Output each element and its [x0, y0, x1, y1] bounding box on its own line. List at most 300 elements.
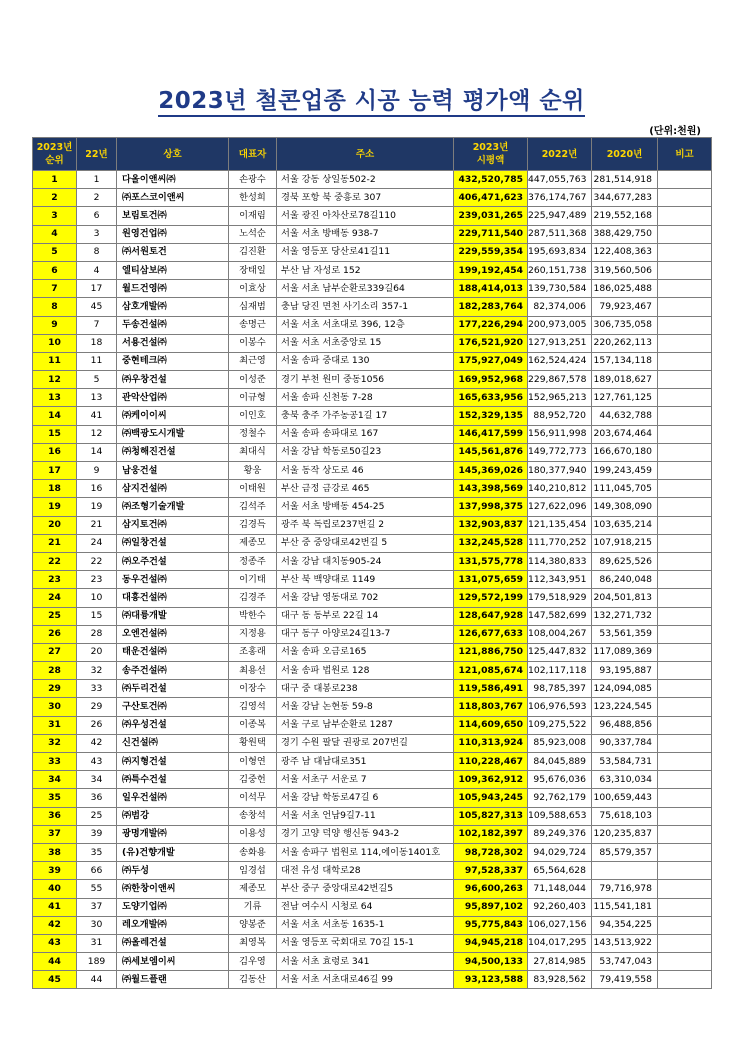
table-row: [33, 171, 712, 189]
cell-note: [658, 753, 712, 771]
table-row: [33, 753, 712, 771]
cell-address: 부산 중 중앙대로42번길 5: [277, 534, 454, 552]
table-row: [33, 625, 712, 643]
cell-2022: 127,913,251: [528, 334, 592, 352]
cell-rank: 9: [33, 316, 77, 334]
cell-prev-rank: 26: [77, 716, 117, 734]
header-2022: 2022년: [528, 138, 592, 171]
cell-2022: 111,770,252: [528, 534, 592, 552]
cell-company: 대흥건설㈜: [117, 589, 229, 607]
cell-ceo: 제종모: [229, 534, 277, 552]
cell-address: 서울 송파 법원로 128: [277, 662, 454, 680]
cell-rank: 25: [33, 607, 77, 625]
cell-2023: 131,075,659: [454, 571, 528, 589]
cell-company: ㈜일창건설: [117, 534, 229, 552]
cell-2020: 117,089,369: [592, 643, 658, 661]
cell-company: 태운건설㈜: [117, 643, 229, 661]
table-row: [33, 898, 712, 916]
cell-2023: 118,803,767: [454, 698, 528, 716]
cell-2020: 319,560,506: [592, 261, 658, 279]
cell-note: [658, 698, 712, 716]
cell-2023: 128,647,928: [454, 607, 528, 625]
cell-2022: 27,814,985: [528, 953, 592, 971]
cell-2020: 103,635,214: [592, 516, 658, 534]
cell-ceo: 송명근: [229, 316, 277, 334]
cell-2022: 112,343,951: [528, 571, 592, 589]
cell-prev-rank: 28: [77, 625, 117, 643]
cell-prev-rank: 55: [77, 880, 117, 898]
cell-2020: 344,677,283: [592, 189, 658, 207]
cell-rank: 15: [33, 425, 77, 443]
cell-address: 서울 서초 남부순환로339길64: [277, 280, 454, 298]
cell-2020: 79,716,978: [592, 880, 658, 898]
cell-2020: 124,094,085: [592, 680, 658, 698]
cell-ceo: 김경주: [229, 589, 277, 607]
cell-address: 경기 고양 덕양 행신동 943-2: [277, 825, 454, 843]
cell-ceo: 김동산: [229, 971, 277, 989]
cell-company: 원영건업㈜: [117, 225, 229, 243]
cell-ceo: 김중헌: [229, 771, 277, 789]
cell-2023: 105,827,313: [454, 807, 528, 825]
cell-address: 서울 송파구 법원로 114,에이동1401호: [277, 843, 454, 861]
cell-prev-rank: 6: [77, 207, 117, 225]
cell-2020: 63,310,034: [592, 771, 658, 789]
cell-2023: 229,559,354: [454, 243, 528, 261]
cell-prev-rank: 12: [77, 425, 117, 443]
cell-2023: 102,182,397: [454, 825, 528, 843]
cell-2023: 98,728,302: [454, 843, 528, 861]
cell-note: [658, 280, 712, 298]
cell-ceo: 황원택: [229, 734, 277, 752]
cell-2023: 121,886,750: [454, 643, 528, 661]
cell-rank: 24: [33, 589, 77, 607]
cell-address: 서울 구로 남부순환로 1287: [277, 716, 454, 734]
table-row: [33, 771, 712, 789]
cell-note: [658, 571, 712, 589]
cell-note: [658, 407, 712, 425]
table-row: [33, 371, 712, 389]
table-row: [33, 734, 712, 752]
table-row: [33, 825, 712, 843]
cell-prev-rank: 23: [77, 571, 117, 589]
cell-company: 송주건설㈜: [117, 662, 229, 680]
cell-company: 광명개발㈜: [117, 825, 229, 843]
cell-ceo: 이장수: [229, 680, 277, 698]
cell-company: 삼지토건㈜: [117, 516, 229, 534]
cell-prev-rank: 9: [77, 462, 117, 480]
cell-prev-rank: 30: [77, 916, 117, 934]
cell-company: 남웅건설: [117, 462, 229, 480]
cell-note: [658, 261, 712, 279]
cell-company: ㈜청해진건설: [117, 443, 229, 461]
cell-ceo: 손광수: [229, 171, 277, 189]
table-row: [33, 407, 712, 425]
table-row: [33, 225, 712, 243]
cell-ceo: 황웅: [229, 462, 277, 480]
cell-2022: 85,923,008: [528, 734, 592, 752]
cell-rank: 4: [33, 225, 77, 243]
cell-note: [658, 625, 712, 643]
cell-2022: 102,117,118: [528, 662, 592, 680]
cell-2022: 287,511,368: [528, 225, 592, 243]
cell-rank: 31: [33, 716, 77, 734]
cell-prev-rank: 45: [77, 298, 117, 316]
cell-2020: 186,025,488: [592, 280, 658, 298]
cell-prev-rank: 34: [77, 771, 117, 789]
cell-company: 중현테크㈜: [117, 352, 229, 370]
cell-rank: 3: [33, 207, 77, 225]
cell-2020: 220,262,113: [592, 334, 658, 352]
cell-2023: 96,600,263: [454, 880, 528, 898]
cell-address: 서울 서초 방배동 454-25: [277, 498, 454, 516]
cell-rank: 11: [33, 352, 77, 370]
cell-2020: 79,923,467: [592, 298, 658, 316]
cell-2020: 93,195,887: [592, 662, 658, 680]
cell-ceo: 이석무: [229, 789, 277, 807]
cell-address: 서울 서초 서초동 1635-1: [277, 916, 454, 934]
cell-note: [658, 862, 712, 880]
table-row: [33, 534, 712, 552]
cell-address: 부산 북 백양대로 1149: [277, 571, 454, 589]
cell-company: 보림토건㈜: [117, 207, 229, 225]
cell-ceo: 정철수: [229, 425, 277, 443]
cell-2022: 98,785,397: [528, 680, 592, 698]
cell-prev-rank: 24: [77, 534, 117, 552]
cell-2022: 95,676,036: [528, 771, 592, 789]
cell-ceo: 최영복: [229, 934, 277, 952]
cell-2023: 152,329,135: [454, 407, 528, 425]
cell-rank: 14: [33, 407, 77, 425]
cell-rank: 17: [33, 462, 77, 480]
cell-company: ㈜특수건설: [117, 771, 229, 789]
cell-2022: 71,148,044: [528, 880, 592, 898]
cell-2022: 109,588,653: [528, 807, 592, 825]
cell-rank: 27: [33, 643, 77, 661]
cell-prev-rank: 43: [77, 753, 117, 771]
cell-rank: 43: [33, 934, 77, 952]
cell-address: 서울 동작 상도로 46: [277, 462, 454, 480]
cell-2023: 109,362,912: [454, 771, 528, 789]
table-row: [33, 934, 712, 952]
cell-ceo: 이종복: [229, 716, 277, 734]
header-prev-rank: 22년: [77, 138, 117, 171]
cell-2020: 143,513,922: [592, 934, 658, 952]
cell-prev-rank: 19: [77, 498, 117, 516]
cell-address: 충남 당진 면천 사기소리 357-1: [277, 298, 454, 316]
cell-2023: 114,609,650: [454, 716, 528, 734]
cell-address: 서울 강남 논현동 59-8: [277, 698, 454, 716]
table-row: [33, 443, 712, 461]
cell-2023: 432,520,785: [454, 171, 528, 189]
cell-2020: 115,541,181: [592, 898, 658, 916]
cell-address: 경기 수원 팔달 권광로 207번길: [277, 734, 454, 752]
cell-note: [658, 916, 712, 934]
cell-note: [658, 225, 712, 243]
cell-company: ㈜우창건설: [117, 371, 229, 389]
table-row: [33, 189, 712, 207]
cell-prev-rank: 22: [77, 552, 117, 570]
cell-prev-rank: 11: [77, 352, 117, 370]
cell-company: ㈜세보엠이씨: [117, 953, 229, 971]
cell-ceo: 이형연: [229, 753, 277, 771]
cell-note: [658, 462, 712, 480]
cell-2023: 94,945,218: [454, 934, 528, 952]
cell-2022: 127,622,096: [528, 498, 592, 516]
cell-2020: 204,501,813: [592, 589, 658, 607]
cell-rank: 1: [33, 171, 77, 189]
cell-2023: 239,031,265: [454, 207, 528, 225]
cell-2022: 92,762,179: [528, 789, 592, 807]
cell-note: [658, 498, 712, 516]
cell-company: 엘티삼보㈜: [117, 261, 229, 279]
cell-company: ㈜케이이씨: [117, 407, 229, 425]
cell-rank: 30: [33, 698, 77, 716]
cell-note: [658, 771, 712, 789]
cell-note: [658, 880, 712, 898]
cell-2023: 182,283,764: [454, 298, 528, 316]
cell-2023: 137,998,375: [454, 498, 528, 516]
cell-2022: 225,947,489: [528, 207, 592, 225]
cell-note: [658, 734, 712, 752]
cell-note: [658, 371, 712, 389]
cell-2022: 108,004,267: [528, 625, 592, 643]
cell-company: 구산토건㈜: [117, 698, 229, 716]
cell-rank: 45: [33, 971, 77, 989]
cell-company: ㈜오주건설: [117, 552, 229, 570]
cell-company: 동우건설㈜: [117, 571, 229, 589]
cell-address: 광주 남 대남대로351: [277, 753, 454, 771]
header-ceo: 대표자: [229, 138, 277, 171]
cell-note: [658, 898, 712, 916]
cell-note: [658, 934, 712, 952]
cell-rank: 33: [33, 753, 77, 771]
cell-ceo: 기류: [229, 898, 277, 916]
table-row: [33, 680, 712, 698]
cell-2023: 406,471,623: [454, 189, 528, 207]
cell-note: [658, 789, 712, 807]
cell-2020: 127,761,125: [592, 389, 658, 407]
cell-2023: 119,586,491: [454, 680, 528, 698]
cell-ceo: 최근영: [229, 352, 277, 370]
cell-rank: 35: [33, 789, 77, 807]
table-row: [33, 480, 712, 498]
cell-ceo: 이인호: [229, 407, 277, 425]
cell-address: 대구 동 동부로 22길 14: [277, 607, 454, 625]
cell-company: 레오개발㈜: [117, 916, 229, 934]
cell-address: 서울 서초 서초대로 396, 12층: [277, 316, 454, 334]
cell-2023: 121,085,674: [454, 662, 528, 680]
cell-company: 삼지건설㈜: [117, 480, 229, 498]
table-row: [33, 261, 712, 279]
cell-address: 서울 서초 방배동 938-7: [277, 225, 454, 243]
cell-rank: 44: [33, 953, 77, 971]
cell-company: 월드건영㈜: [117, 280, 229, 298]
table-body: [33, 171, 712, 989]
cell-2020: 157,134,118: [592, 352, 658, 370]
cell-2023: 175,927,049: [454, 352, 528, 370]
cell-note: [658, 352, 712, 370]
cell-prev-rank: 21: [77, 516, 117, 534]
table-row: [33, 498, 712, 516]
cell-ceo: 이성준: [229, 371, 277, 389]
cell-2023: 95,897,102: [454, 898, 528, 916]
cell-address: 서울 광진 아차산로78길110: [277, 207, 454, 225]
table-row: [33, 916, 712, 934]
cell-rank: 22: [33, 552, 77, 570]
cell-2023: 126,677,633: [454, 625, 528, 643]
cell-ceo: 이효상: [229, 280, 277, 298]
cell-note: [658, 552, 712, 570]
cell-2022: 125,447,832: [528, 643, 592, 661]
cell-2022: 106,976,593: [528, 698, 592, 716]
table-row: [33, 843, 712, 861]
cell-company: ㈜두리건설: [117, 680, 229, 698]
cell-prev-rank: 8: [77, 243, 117, 261]
ranking-table: [32, 137, 712, 989]
cell-2020: 111,045,705: [592, 480, 658, 498]
cell-rank: 26: [33, 625, 77, 643]
cell-rank: 28: [33, 662, 77, 680]
cell-2022: 260,151,738: [528, 261, 592, 279]
cell-rank: 7: [33, 280, 77, 298]
cell-note: [658, 207, 712, 225]
cell-2022: 83,928,562: [528, 971, 592, 989]
cell-company: 신건설㈜: [117, 734, 229, 752]
cell-address: 서울 강남 영동대로 702: [277, 589, 454, 607]
cell-2023: 97,528,337: [454, 862, 528, 880]
cell-2020: 89,625,526: [592, 552, 658, 570]
cell-prev-rank: 7: [77, 316, 117, 334]
cell-address: 경기 부천 원미 중동1056: [277, 371, 454, 389]
cell-company: ㈜지형건설: [117, 753, 229, 771]
cell-prev-rank: 15: [77, 607, 117, 625]
cell-2020: 107,918,215: [592, 534, 658, 552]
cell-2022: 149,772,773: [528, 443, 592, 461]
cell-rank: 13: [33, 389, 77, 407]
cell-2020: 388,429,750: [592, 225, 658, 243]
table-row: [33, 953, 712, 971]
page-title-text: 2023년 철콘업종 시공 능력 평가액 순위: [158, 88, 585, 117]
cell-2020: 132,271,732: [592, 607, 658, 625]
cell-address: 서울 서초구 서운로 7: [277, 771, 454, 789]
cell-ceo: 심재범: [229, 298, 277, 316]
cell-company: ㈜포스코이앤씨: [117, 189, 229, 207]
cell-2020: 219,552,168: [592, 207, 658, 225]
cell-note: [658, 389, 712, 407]
cell-address: 서울 서초 언남9길7-11: [277, 807, 454, 825]
cell-2022: 89,249,376: [528, 825, 592, 843]
cell-company: 도양기업㈜: [117, 898, 229, 916]
cell-prev-rank: 10: [77, 589, 117, 607]
cell-company: ㈜한창이앤씨: [117, 880, 229, 898]
cell-2020: 53,747,043: [592, 953, 658, 971]
table-row: [33, 352, 712, 370]
cell-rank: 5: [33, 243, 77, 261]
cell-address: 대구 중 대봉로238: [277, 680, 454, 698]
table-row: [33, 280, 712, 298]
cell-note: [658, 589, 712, 607]
cell-address: 대구 동구 아양로24길13-7: [277, 625, 454, 643]
cell-2023: 165,633,956: [454, 389, 528, 407]
cell-2023: 93,123,588: [454, 971, 528, 989]
cell-address: 서울 영등포 당산로41길11: [277, 243, 454, 261]
cell-ceo: 김영석: [229, 698, 277, 716]
cell-2020: 53,561,359: [592, 625, 658, 643]
cell-rank: 23: [33, 571, 77, 589]
cell-company: ㈜대륭개발: [117, 607, 229, 625]
cell-company: ㈜서원토건: [117, 243, 229, 261]
cell-prev-rank: 189: [77, 953, 117, 971]
cell-note: [658, 971, 712, 989]
cell-prev-rank: 2: [77, 189, 117, 207]
cell-prev-rank: 1: [77, 171, 117, 189]
cell-note: [658, 516, 712, 534]
cell-prev-rank: 41: [77, 407, 117, 425]
cell-prev-rank: 14: [77, 443, 117, 461]
cell-address: 서울 강남 학동로50길23: [277, 443, 454, 461]
cell-ceo: 양봉준: [229, 916, 277, 934]
cell-address: 충북 충주 가주농공1길 17: [277, 407, 454, 425]
cell-ceo: 이태원: [229, 480, 277, 498]
cell-2020: 86,240,048: [592, 571, 658, 589]
cell-company: 삼호개발㈜: [117, 298, 229, 316]
cell-2022: 162,524,424: [528, 352, 592, 370]
cell-company: ㈜조형기술개발: [117, 498, 229, 516]
header-note: 비고: [658, 138, 712, 171]
table-row: [33, 298, 712, 316]
cell-ceo: 김진환: [229, 243, 277, 261]
cell-note: [658, 807, 712, 825]
cell-note: [658, 298, 712, 316]
cell-rank: 21: [33, 534, 77, 552]
cell-note: [658, 189, 712, 207]
header-2020: 2020년: [592, 138, 658, 171]
cell-rank: 18: [33, 480, 77, 498]
cell-2020: [592, 862, 658, 880]
cell-2022: 104,017,295: [528, 934, 592, 952]
cell-ceo: 제종모: [229, 880, 277, 898]
table-row: [33, 389, 712, 407]
cell-2020: 85,579,357: [592, 843, 658, 861]
cell-2022: 376,174,767: [528, 189, 592, 207]
cell-company: ㈜백광도시개발: [117, 425, 229, 443]
cell-prev-rank: 3: [77, 225, 117, 243]
cell-rank: 34: [33, 771, 77, 789]
cell-ceo: 이규형: [229, 389, 277, 407]
table-row: [33, 607, 712, 625]
cell-2023: 145,369,026: [454, 462, 528, 480]
cell-ceo: 한성희: [229, 189, 277, 207]
cell-2023: 129,572,199: [454, 589, 528, 607]
table-row: [33, 462, 712, 480]
cell-2020: 100,659,443: [592, 789, 658, 807]
cell-ceo: 최대식: [229, 443, 277, 461]
cell-2020: 149,308,090: [592, 498, 658, 516]
table-row: [33, 698, 712, 716]
cell-rank: 16: [33, 443, 77, 461]
cell-2022: 200,973,005: [528, 316, 592, 334]
table-row: [33, 789, 712, 807]
cell-prev-rank: 17: [77, 280, 117, 298]
cell-prev-rank: 5: [77, 371, 117, 389]
cell-2023: 229,711,540: [454, 225, 528, 243]
cell-2023: 188,414,013: [454, 280, 528, 298]
cell-ceo: 김석주: [229, 498, 277, 516]
cell-prev-rank: 42: [77, 734, 117, 752]
cell-2023: 143,398,569: [454, 480, 528, 498]
header-address: 주소: [277, 138, 454, 171]
cell-2020: 44,632,788: [592, 407, 658, 425]
